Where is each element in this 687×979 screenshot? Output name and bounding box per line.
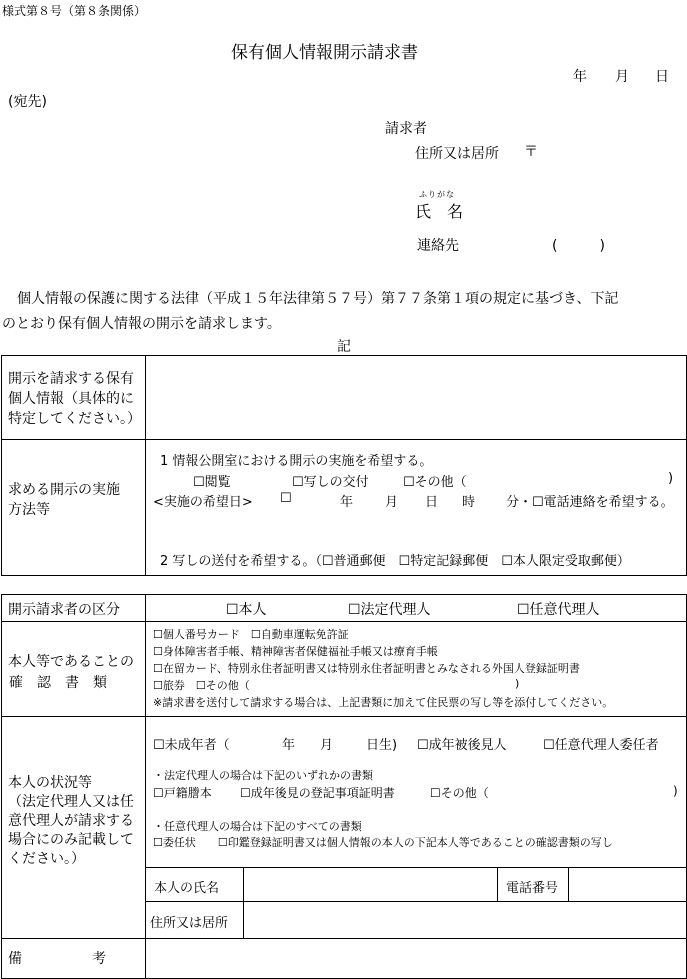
checkbox-copy-delivery[interactable]: ☐写しの交付	[292, 475, 369, 490]
furigana-label: ふりがな	[419, 190, 455, 199]
minor-year: 年	[282, 738, 296, 753]
voluntary-agent-heading: ・任意代理人の場合は下記のすべての書類	[153, 820, 362, 833]
legal-other-close: )	[673, 784, 678, 798]
wish-minute-phone[interactable]: 分・☐電話連絡を希望する。	[506, 495, 674, 510]
principal-status-label: 本人の状況等 （法定代理人又は任 意代理人が請求する 場合にのみ記載して ください。）	[8, 775, 134, 867]
checkbox-legal-agent[interactable]: ☐法定代理人	[348, 602, 431, 618]
checkbox-adult-ward[interactable]: ☐成年被後見人	[417, 738, 507, 753]
wish-day: 日	[425, 495, 439, 510]
remarks-field[interactable]	[148, 941, 683, 975]
postal-mark: 〒	[524, 144, 538, 160]
intro-line-1: 個人情報の保護に関する法律（平成１５年法律第５７号）第７７条第１項の規定に基づき、下記	[17, 291, 619, 307]
checkbox-legal-other[interactable]: ☐その他（	[430, 786, 489, 800]
phone-label: 電話番号	[506, 881, 559, 896]
address-label: 住所又は居所	[415, 146, 499, 162]
contact-label: 連絡先	[417, 238, 459, 254]
checkbox-self[interactable]: ☐本人	[226, 602, 267, 618]
table-divider	[1, 621, 686, 622]
form-title: 保有個人情報開示請求書	[231, 43, 418, 63]
principal-address-label: 住所又は居所	[150, 916, 229, 931]
id-other-close: )	[515, 677, 520, 690]
date-year: 年	[573, 69, 587, 85]
requester-category-label: 開示請求者の区分	[8, 602, 120, 618]
table-divider	[568, 867, 569, 901]
remarks-label: 備 考	[8, 951, 106, 967]
checkbox-family-register[interactable]: ☐戸籍謄本	[153, 786, 212, 800]
table-divider	[1, 938, 686, 939]
disclosure-method-label: 求める開示の実施 方法等	[8, 482, 120, 518]
id-documents-label: 本人等であることの 確 認 書 類	[8, 654, 134, 691]
table-divider	[145, 594, 146, 979]
wish-year: 年	[340, 495, 354, 510]
table-divider	[1, 439, 686, 440]
table-divider	[1, 716, 686, 717]
id-documents-list[interactable]: ☐個人番号カード ☐自動車運転免許証 ☐身体障害者手帳、精神障害者保健福祉手帳又は療育手帳 ☐在留カード、特別永住者証明書又は特別永住者証明書とみなされる外国人登録証明書 ☐旅券 ☐その他（ ※請求書を送付して請求する場合は、上記書類に加えて住民票の写し等を添付してください。	[153, 628, 614, 709]
option-office-disclosure[interactable]: 1 情報公開室における開示の実施を希望する。	[160, 454, 433, 469]
table-divider	[145, 355, 146, 575]
wish-hour: 時	[462, 495, 476, 510]
table-divider	[145, 867, 686, 868]
addressee: (宛先)	[8, 94, 47, 110]
requested-info-label: 開示を請求する保有 個人情報（具体的に 特定してください。）	[8, 371, 141, 427]
intro-line-2: のとおり保有個人情報の開示を請求します。	[2, 316, 281, 332]
requested-info-field[interactable]	[148, 358, 682, 437]
checkbox-guardianship-cert[interactable]: ☐成年後見の登記事項証明書	[240, 786, 395, 800]
legal-agent-heading: ・法定代理人の場合は下記のいずれかの書類	[153, 769, 373, 782]
phone-field[interactable]	[572, 870, 682, 899]
table-divider	[243, 867, 244, 938]
ki-mark: 記	[337, 339, 351, 355]
minor-month: 月	[320, 738, 334, 753]
name-label: 氏 名	[415, 202, 464, 221]
table-divider	[497, 867, 498, 901]
date-day: 日	[655, 69, 669, 85]
minor-day: 日生)	[366, 738, 398, 753]
checkbox-other[interactable]: ☐その他（	[403, 475, 467, 490]
checkbox-minor[interactable]: ☐未成年者（	[153, 738, 230, 753]
option-copy-mail[interactable]: 2 写しの送付を希望する。（☐普通郵便 ☐特定記録郵便 ☐本人限定受取郵便）	[160, 554, 630, 569]
principal-name-label: 本人の氏名	[154, 881, 220, 896]
principal-name-field[interactable]	[247, 870, 494, 899]
principal-address-field[interactable]	[247, 904, 683, 936]
wish-date-checkbox[interactable]: ☐	[280, 491, 292, 506]
voluntary-agent-docs[interactable]: ☐委任状 ☐印鑑登録証明書又は個人情報の本人の下記本人等であることの確認書類の写し	[153, 836, 613, 849]
other-close: )	[668, 471, 674, 486]
contact-paren: ( )	[552, 238, 605, 254]
checkbox-voluntary-agent[interactable]: ☐任意代理人	[517, 602, 600, 618]
wish-date-label: <実施の希望日>	[153, 495, 253, 510]
checkbox-delegator[interactable]: ☐任意代理人委任者	[543, 738, 659, 753]
requester-label: 請求者	[385, 121, 427, 137]
form-number: 様式第８号（第８条関係）	[2, 4, 147, 18]
date-month: 月	[615, 69, 629, 85]
table-divider	[145, 901, 686, 902]
checkbox-viewing[interactable]: ☐閲覧	[193, 475, 231, 490]
wish-month: 月	[385, 495, 399, 510]
